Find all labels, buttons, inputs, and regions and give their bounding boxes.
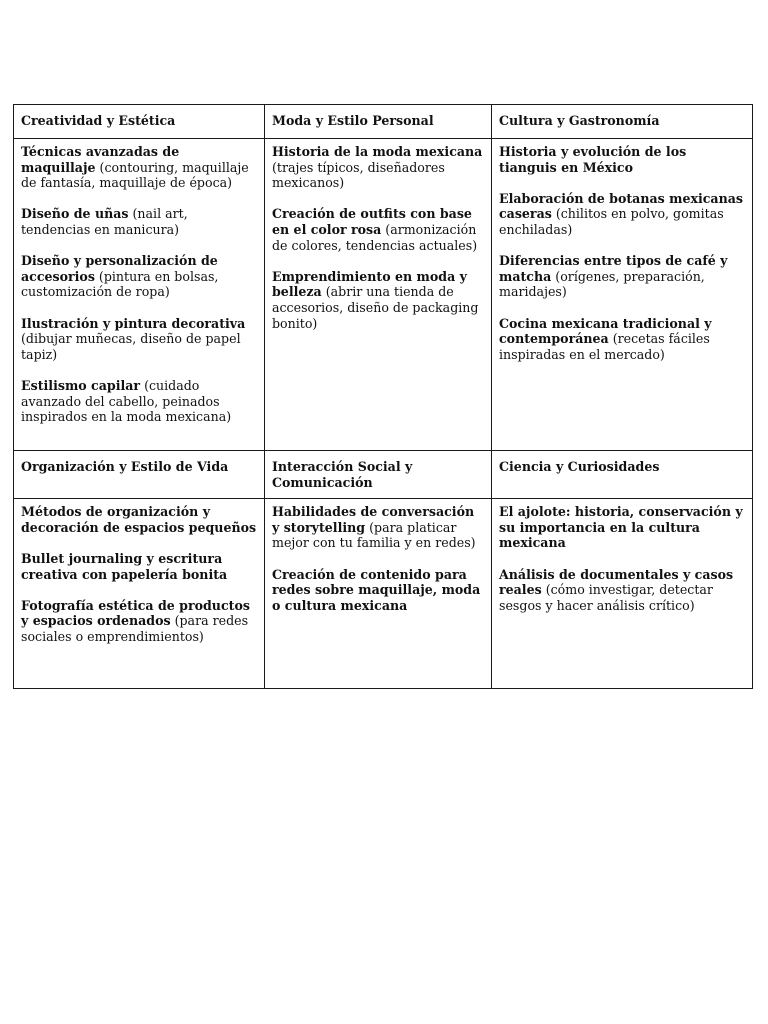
- table-cell: [265, 499, 492, 689]
- table-cell: [492, 499, 753, 689]
- topic-entry: Habilidades de conversación y storytelling (para platicar mejor con tu familia y en redes): [272, 504, 476, 551]
- column-header: Cultura y Gastronomía: [492, 105, 753, 139]
- column-header: Moda y Estilo Personal: [265, 105, 492, 139]
- table-row: [14, 139, 753, 451]
- table-row: [14, 499, 753, 689]
- table-header-row: [14, 451, 753, 499]
- topic-entry: Creación de outfits con base en el color rosa (armonización de colores, tendencias actuales): [272, 206, 478, 253]
- topic-entry: Historia y evolución de los tianguis en México: [499, 144, 687, 175]
- topic-entry: Diseño de uñas (nail art, tendencias en manicura): [21, 206, 188, 237]
- table-cell: [14, 139, 265, 451]
- table-cell: [14, 499, 265, 689]
- topic-entry: Técnicas avanzadas de maquillaje (contouring, maquillaje de fantasía, maquillaje de época): [21, 144, 249, 191]
- table-cell: [492, 139, 753, 451]
- topic-entry: Bullet journaling y escritura creativa con papelería bonita: [21, 550, 228, 582]
- topic-entry: Historia de la moda mexicana (trajes típicos, diseñadores mexicanos): [272, 144, 483, 191]
- topic-entry: Diferencias entre tipos de café y matcha (orígenes, preparación, maridajes): [499, 253, 728, 300]
- column-header: Creatividad y Estética: [14, 105, 265, 139]
- topic-entry: Estilismo capilar (cuidado avanzado del cabello, peinados inspirados en la moda mexicana): [21, 377, 232, 425]
- topic-entry: Diseño y personalización de accesorios (pintura en bolsas, customización de ropa): [21, 253, 219, 300]
- topic-entry: Emprendimiento en moda y belleza (abrir una tienda de accesorios, diseño de packaging bonito): [272, 268, 479, 331]
- topic-entry: El ajolote: historia, conservación y su importancia en la cultura mexicana: [499, 504, 743, 551]
- column-header: Ciencia y Curiosidades: [492, 451, 753, 499]
- topic-entry: Análisis de documentales y casos reales (cómo investigar, detectar sesgos y hacer análisis crítico): [499, 566, 734, 613]
- column-header: Interacción Social y Comunicación: [265, 451, 492, 499]
- table-cell: [265, 139, 492, 451]
- table-header-row: [14, 105, 753, 139]
- topic-entry: Métodos de organización y decoración de espacios pequeños: [21, 504, 257, 535]
- topic-entry: Elaboración de botanas mexicanas caseras (chilitos en polvo, gomitas enchiladas): [499, 190, 743, 237]
- topic-entry: Cocina mexicana tradicional y contemporánea (recetas fáciles inspiradas en el mercado): [499, 315, 712, 362]
- topics-table: [13, 104, 753, 689]
- column-header: Organización y Estilo de Vida: [14, 451, 265, 499]
- topic-entry: Ilustración y pintura decorativa (dibujar muñecas, diseño de papel tapiz): [21, 315, 246, 362]
- topic-entry: Fotografía estética de productos y espacios ordenados (para redes sociales o emprendimientos): [21, 597, 250, 644]
- topic-entry: Creación de contenido para redes sobre maquillaje, moda o cultura mexicana: [272, 566, 481, 613]
